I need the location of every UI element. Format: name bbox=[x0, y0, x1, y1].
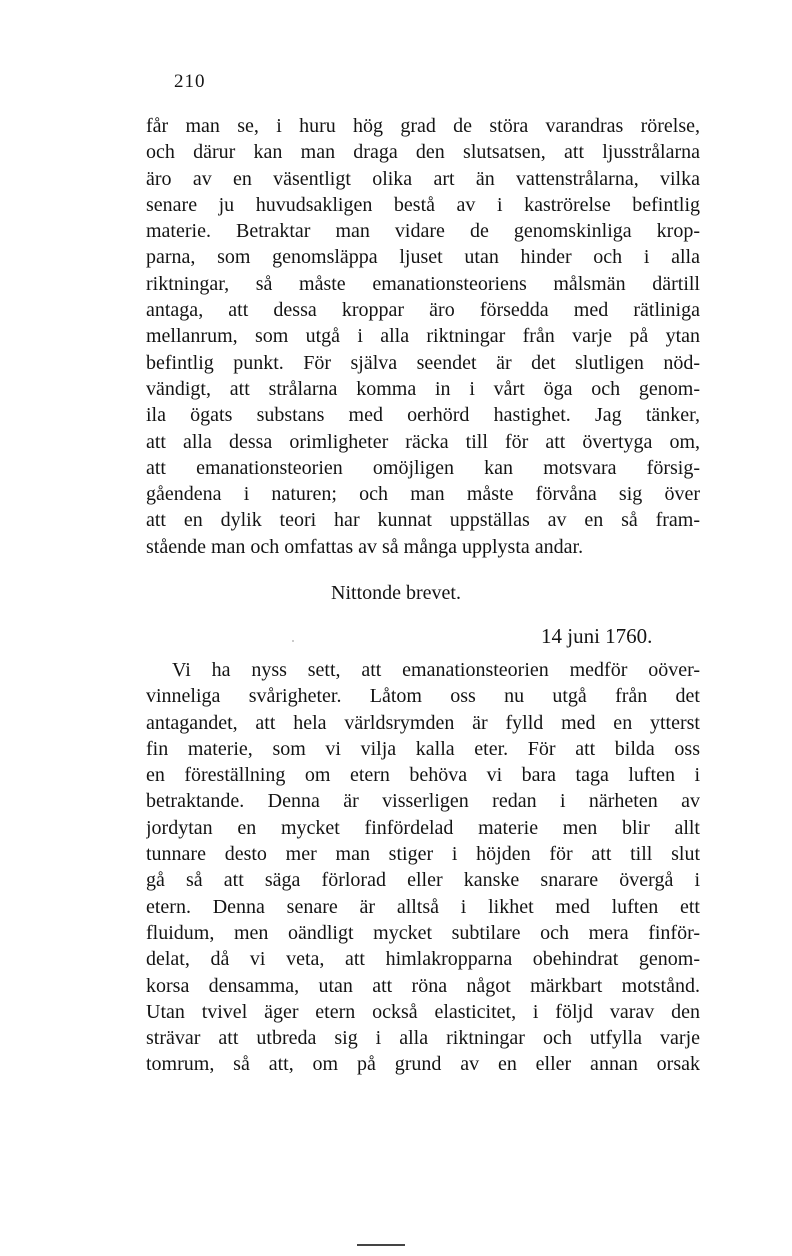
letter-heading: Nittonde brevet. bbox=[331, 582, 461, 604]
text-line: fin materie, som vi vilja kalla eter. För att bilda oss bbox=[146, 737, 700, 760]
text-line: äro av en väsentligt olika art än vattenstrålarna, vilka bbox=[146, 167, 700, 190]
text-line: befintlig punkt. För själva seendet är det slutligen nöd- bbox=[146, 351, 700, 374]
text-line: en föreställning om etern behöva vi bara taga luften i bbox=[146, 764, 700, 787]
text-line: vändigt, att strålarna komma in i vårt öga och genom- bbox=[146, 377, 700, 400]
text-line: Utan tvivel äger etern också elasticitet, i följd varav den bbox=[146, 1000, 700, 1023]
text-line: tunnare desto mer man stiger i höjden för att till slut bbox=[146, 843, 700, 866]
text-line: att alla dessa orimligheter räcka till för att övertyga om, bbox=[146, 430, 700, 453]
text-line: antaga, att dessa kroppar äro försedda med rätliniga bbox=[146, 299, 700, 322]
text-line: mellanrum, som utgå i alla riktningar från varje på ytan bbox=[146, 325, 700, 348]
text-line: att emanationsteorien omöjligen kan motsvara försig- bbox=[146, 456, 700, 479]
text-line: delat, då vi veta, att himlakropparna obehindrat genom- bbox=[146, 948, 700, 971]
text-line: fluidum, men oändligt mycket subtilare och mera finför- bbox=[146, 921, 700, 944]
text-line: betraktande. Denna är visserligen redan i närheten av bbox=[146, 790, 700, 813]
text-line: gåendena i naturen; och man måste förvåna sig över bbox=[146, 483, 700, 506]
footer-rule bbox=[357, 1244, 405, 1246]
text-line: materie. Betraktar man vidare de genomskinliga krop- bbox=[146, 220, 700, 243]
paragraph-2 bbox=[146, 657, 700, 1078]
print-speck bbox=[292, 640, 294, 642]
text-line: tomrum, så att, om på grund av en eller annan orsak bbox=[146, 1053, 700, 1076]
letter-date: 14 juni 1760. bbox=[541, 624, 653, 648]
text-line: vinneliga svårigheter. Låtom oss nu utgå från det bbox=[146, 685, 700, 708]
text-line: och därur kan man draga den slutsatsen, att ljusstrålarna bbox=[146, 141, 700, 164]
text-line: etern. Denna senare är alltså i likhet med luften ett bbox=[146, 895, 700, 918]
text-line: parna, som genomsläppa ljuset utan hinder och i alla bbox=[146, 246, 700, 269]
text-line: ila ögats substans med oerhörd hastighet. Jag tänker, bbox=[146, 404, 700, 427]
text-line: jordytan en mycket finfördelad materie men blir allt bbox=[146, 816, 700, 839]
text-line: antagandet, att hela världsrymden är fylld med en ytterst bbox=[146, 711, 700, 734]
text-line: korsa densamma, utan att röna något märkbart motstånd. bbox=[146, 974, 700, 997]
paragraph-1 bbox=[146, 113, 700, 560]
text-line: senare ju huvudsakligen bestå av i kaströrelse befintlig bbox=[146, 193, 700, 216]
text-line: riktningar, så måste emanationsteoriens målsmän därtill bbox=[146, 272, 700, 295]
text-line: strävar att utbreda sig i alla riktningar och utfylla varje bbox=[146, 1027, 700, 1050]
text-line: gå så att säga förlorad eller kanske snarare övergå i bbox=[146, 869, 700, 892]
text-line: Vi ha nyss sett, att emanationsteorien medför oöver- bbox=[172, 659, 700, 681]
text-line: får man se, i huru hög grad de störa varandras rörelse, bbox=[146, 115, 700, 137]
text-line: att en dylik teori har kunnat uppställas av en så fram- bbox=[146, 509, 700, 532]
page-number: 210 bbox=[174, 71, 206, 92]
text-line: stående man och omfattas av så många upplysta andar. bbox=[146, 535, 584, 558]
